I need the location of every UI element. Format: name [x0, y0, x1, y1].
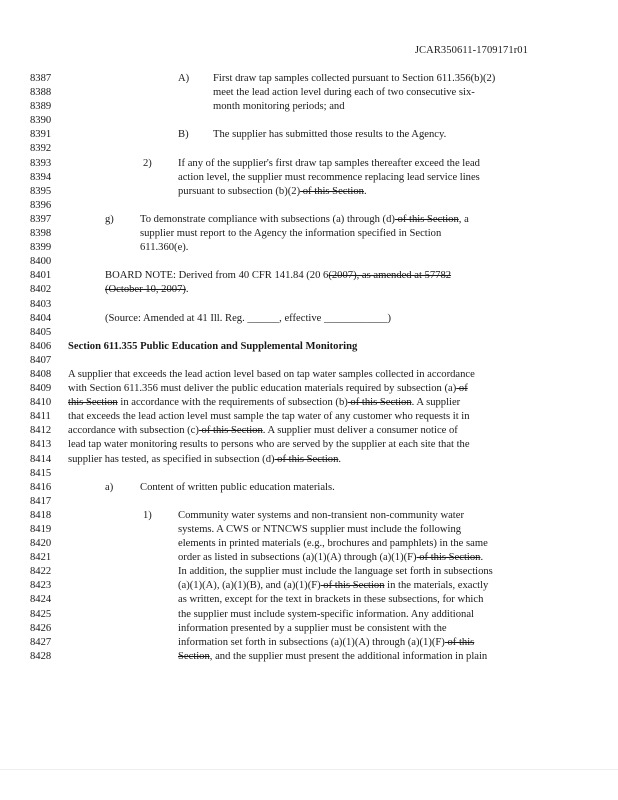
line-number: 8405	[30, 326, 52, 338]
text-segment: The supplier has submitted those results to the Agency.	[213, 129, 447, 141]
struck-text: of this Section	[274, 453, 339, 465]
struck-text: this Section	[68, 397, 118, 409]
line-number: 8427	[30, 636, 52, 648]
line-number: 8397	[30, 213, 52, 225]
document-id-header: JCAR350611-1709171r01	[414, 45, 528, 56]
text-segment: g)	[105, 213, 114, 225]
paragraph-text	[178, 636, 474, 650]
document-line	[30, 213, 578, 227]
line-text	[68, 368, 475, 382]
line-number: 8387	[30, 73, 52, 84]
document-line	[30, 382, 578, 396]
line-text	[178, 128, 189, 142]
line-text	[68, 453, 341, 467]
line-number: 8388	[30, 87, 52, 99]
struck-text: of this Section	[347, 397, 412, 409]
paragraph-text	[178, 537, 488, 551]
paragraph-text	[178, 608, 474, 622]
document-line	[30, 537, 578, 551]
line-number: 8417	[30, 495, 52, 507]
line-number: 8409	[30, 383, 52, 395]
text-segment: accordance with subsection (c)	[68, 425, 199, 437]
text-segment: Community water systems and non-transient non-community water	[178, 509, 464, 521]
line-text	[105, 481, 113, 495]
line-number: 8410	[30, 397, 52, 409]
document-line	[30, 128, 578, 142]
line-number: 8418	[30, 509, 52, 521]
line-number: 8423	[30, 580, 52, 592]
text-segment: (a)(1)(A), (a)(1)(B), and (a)(1)(F)	[178, 580, 321, 592]
document-line	[30, 269, 578, 283]
paragraph-text	[178, 551, 483, 565]
line-number: 8402	[30, 284, 52, 296]
document-line	[30, 467, 578, 481]
paragraph-text	[213, 100, 345, 114]
line-text	[68, 340, 357, 354]
text-segment: (a)	[444, 383, 457, 395]
line-number: 8389	[30, 101, 52, 113]
document-line	[30, 298, 578, 312]
line-text	[178, 72, 189, 86]
document-line	[30, 326, 578, 340]
text-segment: .	[338, 453, 342, 465]
document-line	[30, 565, 578, 579]
paragraph-text	[140, 227, 441, 241]
text-segment: in the materials, exactly	[384, 580, 489, 592]
text-segment: supplier has tested, as specified in subsection (d)	[68, 453, 275, 465]
text-segment: Content of written public education materials.	[140, 481, 335, 493]
document-line	[30, 227, 578, 241]
text-segment: To demonstrate compliance with subsections (a) through (d)	[140, 213, 395, 225]
text-segment: .	[480, 552, 484, 564]
text-segment: action level, the supplier must recommence replacing lead service lines	[178, 171, 480, 183]
text-segment: .	[363, 185, 367, 197]
text-segment: In addition, the supplier must include the language set forth in subsections	[178, 566, 493, 578]
paragraph-text	[178, 171, 480, 185]
line-number: 8406	[30, 340, 52, 352]
struck-text: of this Section	[394, 213, 459, 225]
page-bottom-rule	[0, 769, 618, 770]
paragraph-text	[178, 579, 488, 593]
text-segment: If any of the supplier's first draw tap samples thereafter exceed the lead	[178, 157, 480, 169]
text-segment: A supplier that exceeds the lead action level based on tap water samples collected in accordance	[68, 368, 475, 380]
line-number: 8426	[30, 622, 52, 634]
struck-text: of this Section	[416, 552, 481, 564]
document-line	[30, 579, 578, 593]
document-body	[30, 72, 578, 664]
document-line	[30, 255, 578, 269]
document-line	[30, 368, 578, 382]
line-number: 8407	[30, 354, 52, 366]
text-segment: (Source: Amended at 41 Ill. Reg. ______, effective ____________)	[105, 312, 392, 324]
document-line	[30, 157, 578, 171]
paragraph-text	[178, 565, 493, 579]
line-text	[105, 283, 189, 297]
paragraph-text	[178, 185, 367, 199]
line-number: 8424	[30, 594, 52, 606]
line-number: 8415	[30, 467, 52, 479]
text-segment: Section 611.355 Public Education and Supplemental Monitoring	[68, 340, 358, 352]
text-segment: information set forth in subsections (a)(1)(A) through (a)(1)(F)	[178, 636, 445, 648]
text-segment: BOARD NOTE: Derived from 40 CFR 141.84 (20	[105, 270, 321, 282]
document-line	[30, 453, 578, 467]
line-text	[68, 424, 458, 438]
text-segment: order as listed in subsections (a)(1)(A) through (a)(1)(F)	[178, 552, 417, 564]
text-segment: lead tap water monitoring results to persons who are served by the supplier at each site that the	[68, 439, 470, 451]
line-number: 8403	[30, 298, 52, 310]
document-line	[30, 241, 578, 255]
text-segment: systems. A CWS or NTNCWS supplier must include the following	[178, 524, 462, 535]
document-line	[30, 608, 578, 622]
struck-text: of this Section	[198, 425, 263, 437]
line-number: 8414	[30, 453, 52, 465]
struck-text: of this Section	[300, 185, 364, 197]
struck-text: Section	[178, 650, 210, 662]
document-line	[30, 199, 578, 213]
text-segment: month monitoring periods; and	[213, 101, 345, 113]
paragraph-text	[213, 86, 475, 100]
document-line	[30, 171, 578, 185]
struck-text: (2007), as amended at 57782	[328, 270, 452, 282]
document-line	[30, 410, 578, 424]
paragraph-text	[178, 622, 447, 636]
text-segment: B)	[178, 129, 189, 141]
line-number: 8412	[30, 425, 52, 437]
line-text	[105, 269, 451, 283]
document-line	[30, 438, 578, 452]
text-segment: supplier must report to the Agency the information specified in Section	[140, 228, 442, 240]
text-segment: . A supplier must deliver a consumer notice of	[262, 425, 458, 437]
text-segment: 1)	[143, 509, 152, 521]
document-line	[30, 312, 578, 326]
document-line	[30, 551, 578, 565]
line-number: 8420	[30, 538, 52, 550]
text-segment: 611.360(e).	[140, 242, 189, 254]
document-line	[30, 523, 578, 537]
line-number: 8421	[30, 552, 52, 564]
paragraph-text	[213, 128, 446, 142]
line-text	[105, 312, 391, 326]
text-segment: elements in printed materials (e.g., brochures and pamphlets) in the same	[178, 538, 488, 550]
line-number: 8395	[30, 185, 52, 197]
text-segment: .	[185, 284, 189, 296]
line-number: 8408	[30, 368, 52, 380]
paragraph-text	[178, 509, 464, 523]
line-number: 8425	[30, 608, 52, 620]
document-line	[30, 114, 578, 128]
line-number: 8398	[30, 228, 52, 240]
document-line	[30, 100, 578, 114]
text-segment: with Section 611.356 must deliver the public education materials required by subsection	[68, 383, 445, 395]
line-number: 8413	[30, 439, 52, 451]
line-number: 8391	[30, 129, 52, 141]
document-line	[30, 622, 578, 636]
struck-text: of this	[444, 636, 475, 648]
document-line	[30, 636, 578, 650]
line-text	[68, 382, 468, 396]
line-text	[68, 410, 470, 424]
text-segment: that exceeds the lead action level must sample the tap water of any customer who requests it in	[68, 411, 470, 423]
paragraph-text	[140, 213, 469, 227]
text-segment: , a	[458, 213, 469, 225]
line-text	[143, 157, 152, 171]
line-number: 8396	[30, 199, 52, 211]
line-text	[68, 396, 460, 410]
text-segment: a)	[105, 481, 114, 493]
text-segment: pursuant to subsection (b)(2)	[178, 185, 301, 197]
line-number: 8416	[30, 481, 52, 493]
paragraph-text	[213, 72, 495, 86]
document-line	[30, 424, 578, 438]
paragraph-text	[178, 593, 483, 607]
document-line	[30, 650, 578, 664]
text-segment: 6	[320, 270, 329, 282]
struck-text: of this Section	[320, 580, 385, 592]
text-segment: . A supplier	[411, 397, 461, 409]
document-line	[30, 340, 578, 354]
text-segment: in accordance with the requirements of subsection (b)	[117, 397, 348, 409]
struck-text: (October 10, 2007)	[105, 284, 186, 296]
line-number: 8393	[30, 157, 52, 169]
document-line	[30, 185, 578, 199]
document-line	[30, 86, 578, 100]
text-segment: 2)	[143, 157, 152, 169]
document-line	[30, 283, 578, 297]
line-number: 8400	[30, 256, 52, 268]
line-number: 8404	[30, 312, 52, 324]
line-number: 8394	[30, 171, 52, 183]
document-line	[30, 593, 578, 607]
line-text	[143, 509, 152, 523]
document-line	[30, 481, 578, 495]
text-segment: First draw tap samples collected pursuant to Section 611.356(b)(2)	[213, 73, 496, 84]
document-line	[30, 354, 578, 368]
paragraph-text	[178, 157, 480, 171]
paragraph-text	[140, 241, 188, 255]
line-number: 8422	[30, 566, 52, 578]
line-text	[68, 438, 470, 452]
line-number: 8411	[30, 411, 51, 423]
text-segment: information presented by a supplier must be consistent with the	[178, 622, 447, 634]
document-line	[30, 495, 578, 509]
document-line	[30, 509, 578, 523]
document-line	[30, 142, 578, 156]
line-number: 8419	[30, 524, 52, 535]
text-segment: meet the lead action level during each of two consecutive six-	[213, 87, 475, 99]
text-segment: , and the supplier must present the additional information in plain	[209, 650, 488, 662]
paragraph-text	[178, 650, 487, 664]
line-number: 8390	[30, 115, 52, 127]
line-text	[105, 213, 114, 227]
line-number: 8392	[30, 143, 52, 155]
struck-text: of	[456, 383, 468, 395]
text-segment: as written, except for the text in brackets in these subsections, for which	[178, 594, 484, 606]
text-segment: A)	[178, 73, 190, 84]
line-number: 8399	[30, 242, 52, 254]
paragraph-text	[140, 481, 335, 495]
document-line	[30, 396, 578, 410]
line-number: 8428	[30, 650, 52, 662]
text-segment: the supplier must include system-specific information. Any additional	[178, 608, 474, 620]
paragraph-text	[178, 523, 461, 537]
document-line	[30, 72, 578, 86]
line-number: 8401	[30, 270, 52, 282]
